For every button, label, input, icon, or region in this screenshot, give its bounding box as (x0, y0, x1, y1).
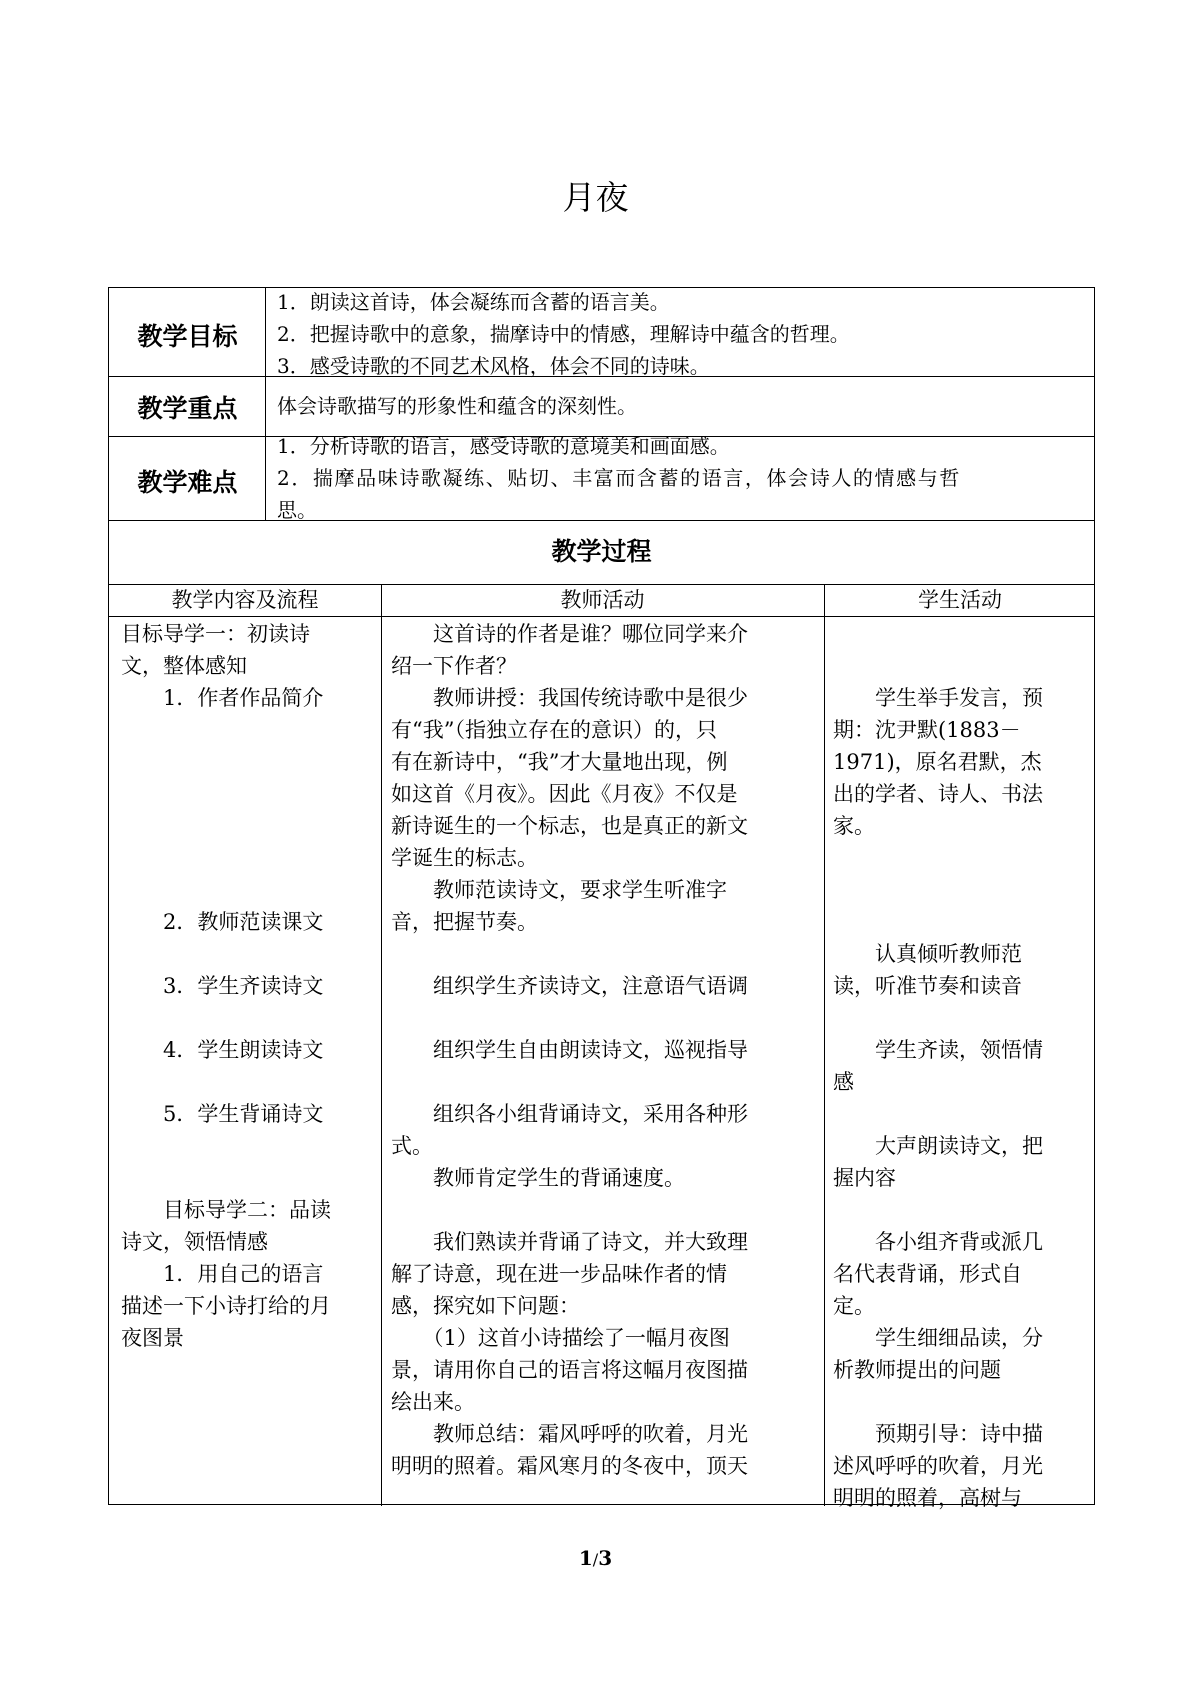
difficulties-list (277, 430, 1085, 526)
objective-item: 1．朗读这首诗，体会凝练而含蓄的语言美。 (277, 290, 670, 314)
content-line: 5．学生背诵诗文 (121, 1102, 324, 1126)
objective-item: 2．把握诗歌中的意象，揣摩诗中的情感，理解诗中蕴含的哲理。 (277, 322, 850, 346)
student-line: 定。 (833, 1294, 875, 1318)
page-total: 3 (598, 1546, 613, 1570)
teacher-line: 组织各小组背诵诗文，采用各种形 (391, 1102, 748, 1126)
page-title: 月夜 (562, 178, 629, 217)
student-line: 各小组齐背或派几 (833, 1230, 1043, 1254)
teacher-line: 教师肯定学生的背诵速度。 (391, 1166, 685, 1190)
key-points-text (277, 390, 637, 422)
difficulties-label: 教学难点 (137, 468, 238, 497)
content-line (121, 842, 373, 874)
student-line: 述风呼呼的吹着，月光 (833, 1454, 1043, 1478)
page-separator: / (592, 1550, 599, 1569)
teacher-line (391, 1194, 816, 1226)
column-header-content: 教学内容及流程 (171, 588, 319, 612)
content-line (121, 810, 373, 842)
content-line: 1．用自己的语言 (121, 1262, 324, 1286)
teacher-line: 组织学生齐读诗文，注意语气语调 (391, 974, 748, 998)
teacher-line: 式。 (391, 1134, 433, 1158)
student-line (833, 1098, 1088, 1130)
page-current: 1 (578, 1546, 593, 1570)
student-line (833, 650, 1088, 682)
student-line (833, 874, 1088, 906)
content-line: 夜图景 (121, 1326, 184, 1350)
student-line (833, 1194, 1088, 1226)
column-header-student: 学生活动 (918, 588, 1002, 612)
content-line (121, 938, 373, 970)
content-line (121, 746, 373, 778)
teacher-line: 有“我”（指独立存在的意识）的，只 (391, 718, 717, 742)
content-line (121, 778, 373, 810)
teacher-line: 教师范读诗文，要求学生听准字 (391, 878, 727, 902)
student-line: 大声朗读诗文，把 (833, 1134, 1043, 1158)
content-line (121, 1066, 373, 1098)
teacher-line: 这首诗的作者是谁？哪位同学来介 (391, 622, 748, 646)
student-line: 出的学者、诗人、书法 (833, 782, 1043, 806)
teacher-line: 教师总结：霜风呼呼的吹着，月光 (391, 1422, 748, 1446)
student-column (833, 618, 1088, 1514)
student-line: 名代表背诵，形式自 (833, 1262, 1022, 1286)
teacher-line: （1）这首小诗描绘了一幅月夜图 (391, 1326, 730, 1350)
content-line: 目标导学二：品读 (121, 1198, 331, 1222)
column-header-teacher: 教师活动 (560, 588, 645, 612)
teacher-line: 感，探究如下问题： (391, 1294, 580, 1318)
teacher-line: 教师讲授：我国传统诗歌中是很少 (391, 686, 748, 710)
teacher-line: 如这首《月夜》。因此《月夜》不仅是 (391, 782, 738, 806)
teacher-line: 音，把握节奏。 (391, 910, 538, 934)
student-line: 1971)，原名君默，杰 (833, 750, 1042, 774)
student-line (833, 1002, 1088, 1034)
content-line: 描述一下小诗打给的月 (121, 1294, 331, 1318)
teacher-line (391, 938, 816, 970)
difficulty-line: 2．揣摩品味诗歌凝练、贴切、丰富而含蓄的语言，体会诗人的情感与哲 (277, 466, 961, 490)
content-line: 1．作者作品简介 (121, 686, 324, 710)
student-line (833, 1386, 1088, 1418)
objectives-list (277, 286, 850, 382)
teacher-line: 解了诗意，现在进一步品味作者的情 (391, 1262, 727, 1286)
teacher-line (391, 1066, 816, 1098)
column-divider (381, 584, 382, 1506)
page-number (0, 1546, 1191, 1570)
content-line (121, 874, 373, 906)
teacher-line: 绘出来。 (391, 1390, 475, 1414)
student-line: 学生细细品读，分 (833, 1326, 1043, 1350)
student-line: 学生举手发言，预 (833, 686, 1043, 710)
content-column (121, 618, 373, 1354)
key-points-label: 教学重点 (137, 394, 238, 423)
student-line: 握内容 (833, 1166, 896, 1190)
content-line: 诗文，领悟情感 (121, 1230, 268, 1254)
teacher-line: 景，请用你自己的语言将这幅月夜图描 (391, 1358, 748, 1382)
content-line: 文，整体感知 (121, 654, 247, 678)
content-line (121, 1002, 373, 1034)
student-line: 家。 (833, 814, 875, 838)
student-line: 期：沈尹默(1883－ (833, 718, 1021, 742)
teacher-column (391, 618, 816, 1482)
student-line: 明明的照着，高树与 (833, 1486, 1022, 1510)
student-line (833, 618, 1088, 650)
content-line: 目标导学一：初读诗 (121, 622, 310, 646)
column-divider (824, 584, 825, 1506)
teacher-line: 绍一下作者？ (391, 654, 517, 678)
content-line (121, 714, 373, 746)
objectives-label: 教学目标 (137, 322, 238, 351)
content-line (121, 1130, 373, 1162)
student-line: 认真倾听教师范 (833, 942, 1022, 966)
key-points-content: 体会诗歌描写的形象性和蕴含的深刻性。 (277, 394, 637, 418)
student-line (833, 906, 1088, 938)
student-line: 析教师提出的问题 (833, 1358, 1001, 1382)
content-line (121, 1162, 373, 1194)
teacher-line: 新诗诞生的一个标志，也是真正的新文 (391, 814, 748, 838)
lesson-plan-table (108, 287, 1095, 1510)
objective-item: 3．感受诗歌的不同艺术风格，体会不同的诗味。 (277, 354, 710, 378)
teacher-line: 明明的照着。霜风寒月的冬夜中，顶天 (391, 1454, 748, 1478)
teacher-line: 我们熟读并背诵了诗文，并大致理 (391, 1230, 748, 1254)
student-line: 感 (833, 1070, 854, 1094)
student-line: 学生齐读，领悟情 (833, 1038, 1043, 1062)
process-title: 教学过程 (551, 537, 652, 566)
content-line: 2．教师范读课文 (121, 910, 324, 934)
teacher-line: 学诞生的标志。 (391, 846, 538, 870)
row-divider (109, 616, 1094, 617)
student-line (833, 842, 1088, 874)
content-line: 4．学生朗读诗文 (121, 1038, 324, 1062)
student-line: 读，听准节奏和读音 (833, 974, 1022, 998)
difficulty-line: 1．分析诗歌的语言，感受诗歌的意境美和画面感。 (277, 434, 730, 458)
teacher-line (391, 1002, 816, 1034)
student-line: 预期引导：诗中描 (833, 1422, 1043, 1446)
difficulty-line: 思。 (277, 498, 317, 522)
teacher-line: 有在新诗中，“我”才大量地出现，例 (391, 750, 728, 774)
content-line: 3．学生齐读诗文 (121, 974, 324, 998)
teacher-line: 组织学生自由朗读诗文，巡视指导 (391, 1038, 748, 1062)
